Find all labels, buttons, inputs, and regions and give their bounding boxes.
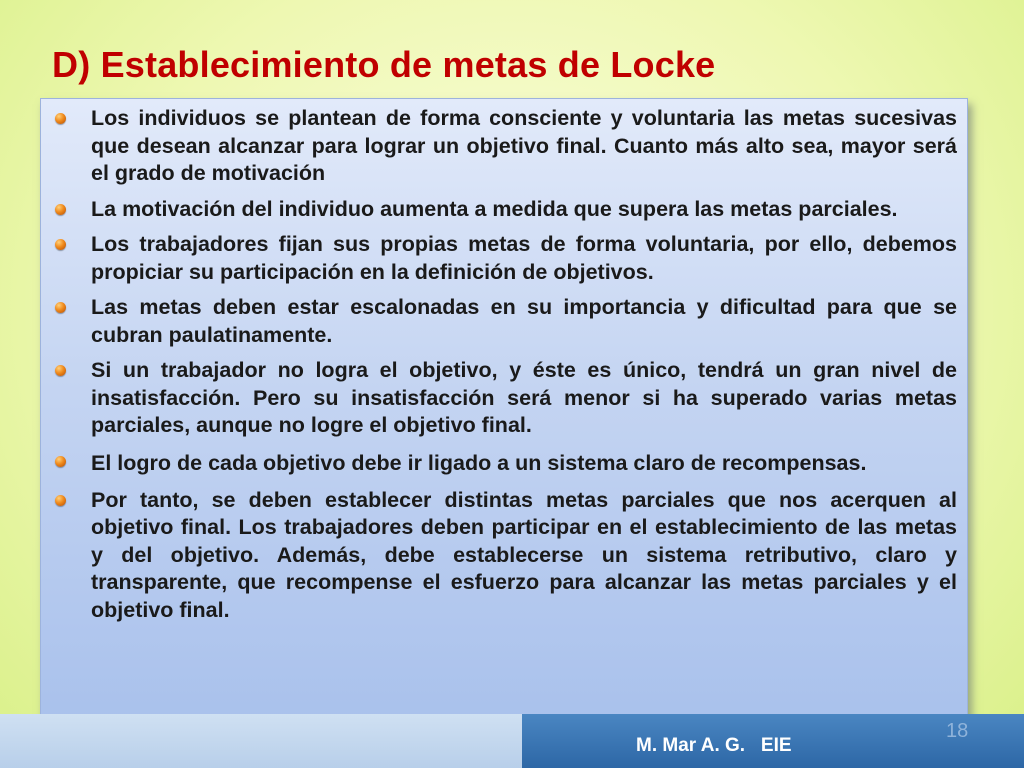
bullet-dot-icon bbox=[55, 113, 66, 124]
bullet-text: Las metas deben estar escalonadas en su importancia y dificultad para que se cubran paulatinamente. bbox=[91, 295, 957, 347]
footer-author: M. Mar A. G. EIE bbox=[636, 735, 792, 756]
bullet-text: Si un trabajador no logra el objetivo, y éste es único, tendrá un gran nivel de insatisfacción. Pero su insatisfacción será menor si ha superado varias metas parciales, aunque no logre el objetivo final. bbox=[91, 358, 957, 437]
bullet-list bbox=[41, 105, 967, 632]
slide-title: D) Establecimiento de metas de Locke bbox=[52, 44, 716, 85]
bullet-item bbox=[41, 487, 967, 625]
bullet-text: La motivación del individuo aumenta a medida que supera las metas parciales. bbox=[91, 196, 898, 221]
bullet-item bbox=[41, 105, 967, 188]
bullet-text: Los individuos se plantean de forma consciente y voluntaria las metas sucesivas que desean alcanzar para lograr un objetivo final. Cuanto más alto sea, mayor será el grado de motivación bbox=[91, 106, 957, 185]
bullet-dot-icon bbox=[55, 204, 66, 215]
bullet-text: El logro de cada objetivo debe ir ligado a un sistema claro de recompensas. bbox=[91, 450, 867, 475]
bullet-item bbox=[41, 448, 967, 479]
bullet-dot-icon bbox=[55, 456, 66, 467]
slide-number: 18 bbox=[946, 720, 969, 742]
bullet-item bbox=[41, 357, 967, 440]
bullet-item bbox=[41, 294, 967, 349]
bullet-item bbox=[41, 196, 967, 224]
footer-left-bar bbox=[0, 714, 522, 768]
bullet-dot-icon bbox=[55, 365, 66, 376]
bullet-dot-icon bbox=[55, 239, 66, 250]
content-box bbox=[40, 98, 968, 722]
bullet-dot-icon bbox=[55, 302, 66, 313]
bullet-text: Los trabajadores fijan sus propias metas de forma voluntaria, por ello, debemos propiciar su participación en la definición de objetivos. bbox=[91, 232, 957, 284]
bullet-item bbox=[41, 231, 967, 286]
bullet-text: Por tanto, se deben establecer distintas metas parciales que nos acerquen al objetivo final. Los trabajadores deben participar en el establecimiento de las metas y del objetivo. Además, debe establecerse un sistema retributivo, claro y transparente, que recompense el esfuerzo para alcanzar las metas parciales y el objetivo final. bbox=[91, 487, 957, 622]
bullet-dot-icon bbox=[55, 495, 66, 506]
